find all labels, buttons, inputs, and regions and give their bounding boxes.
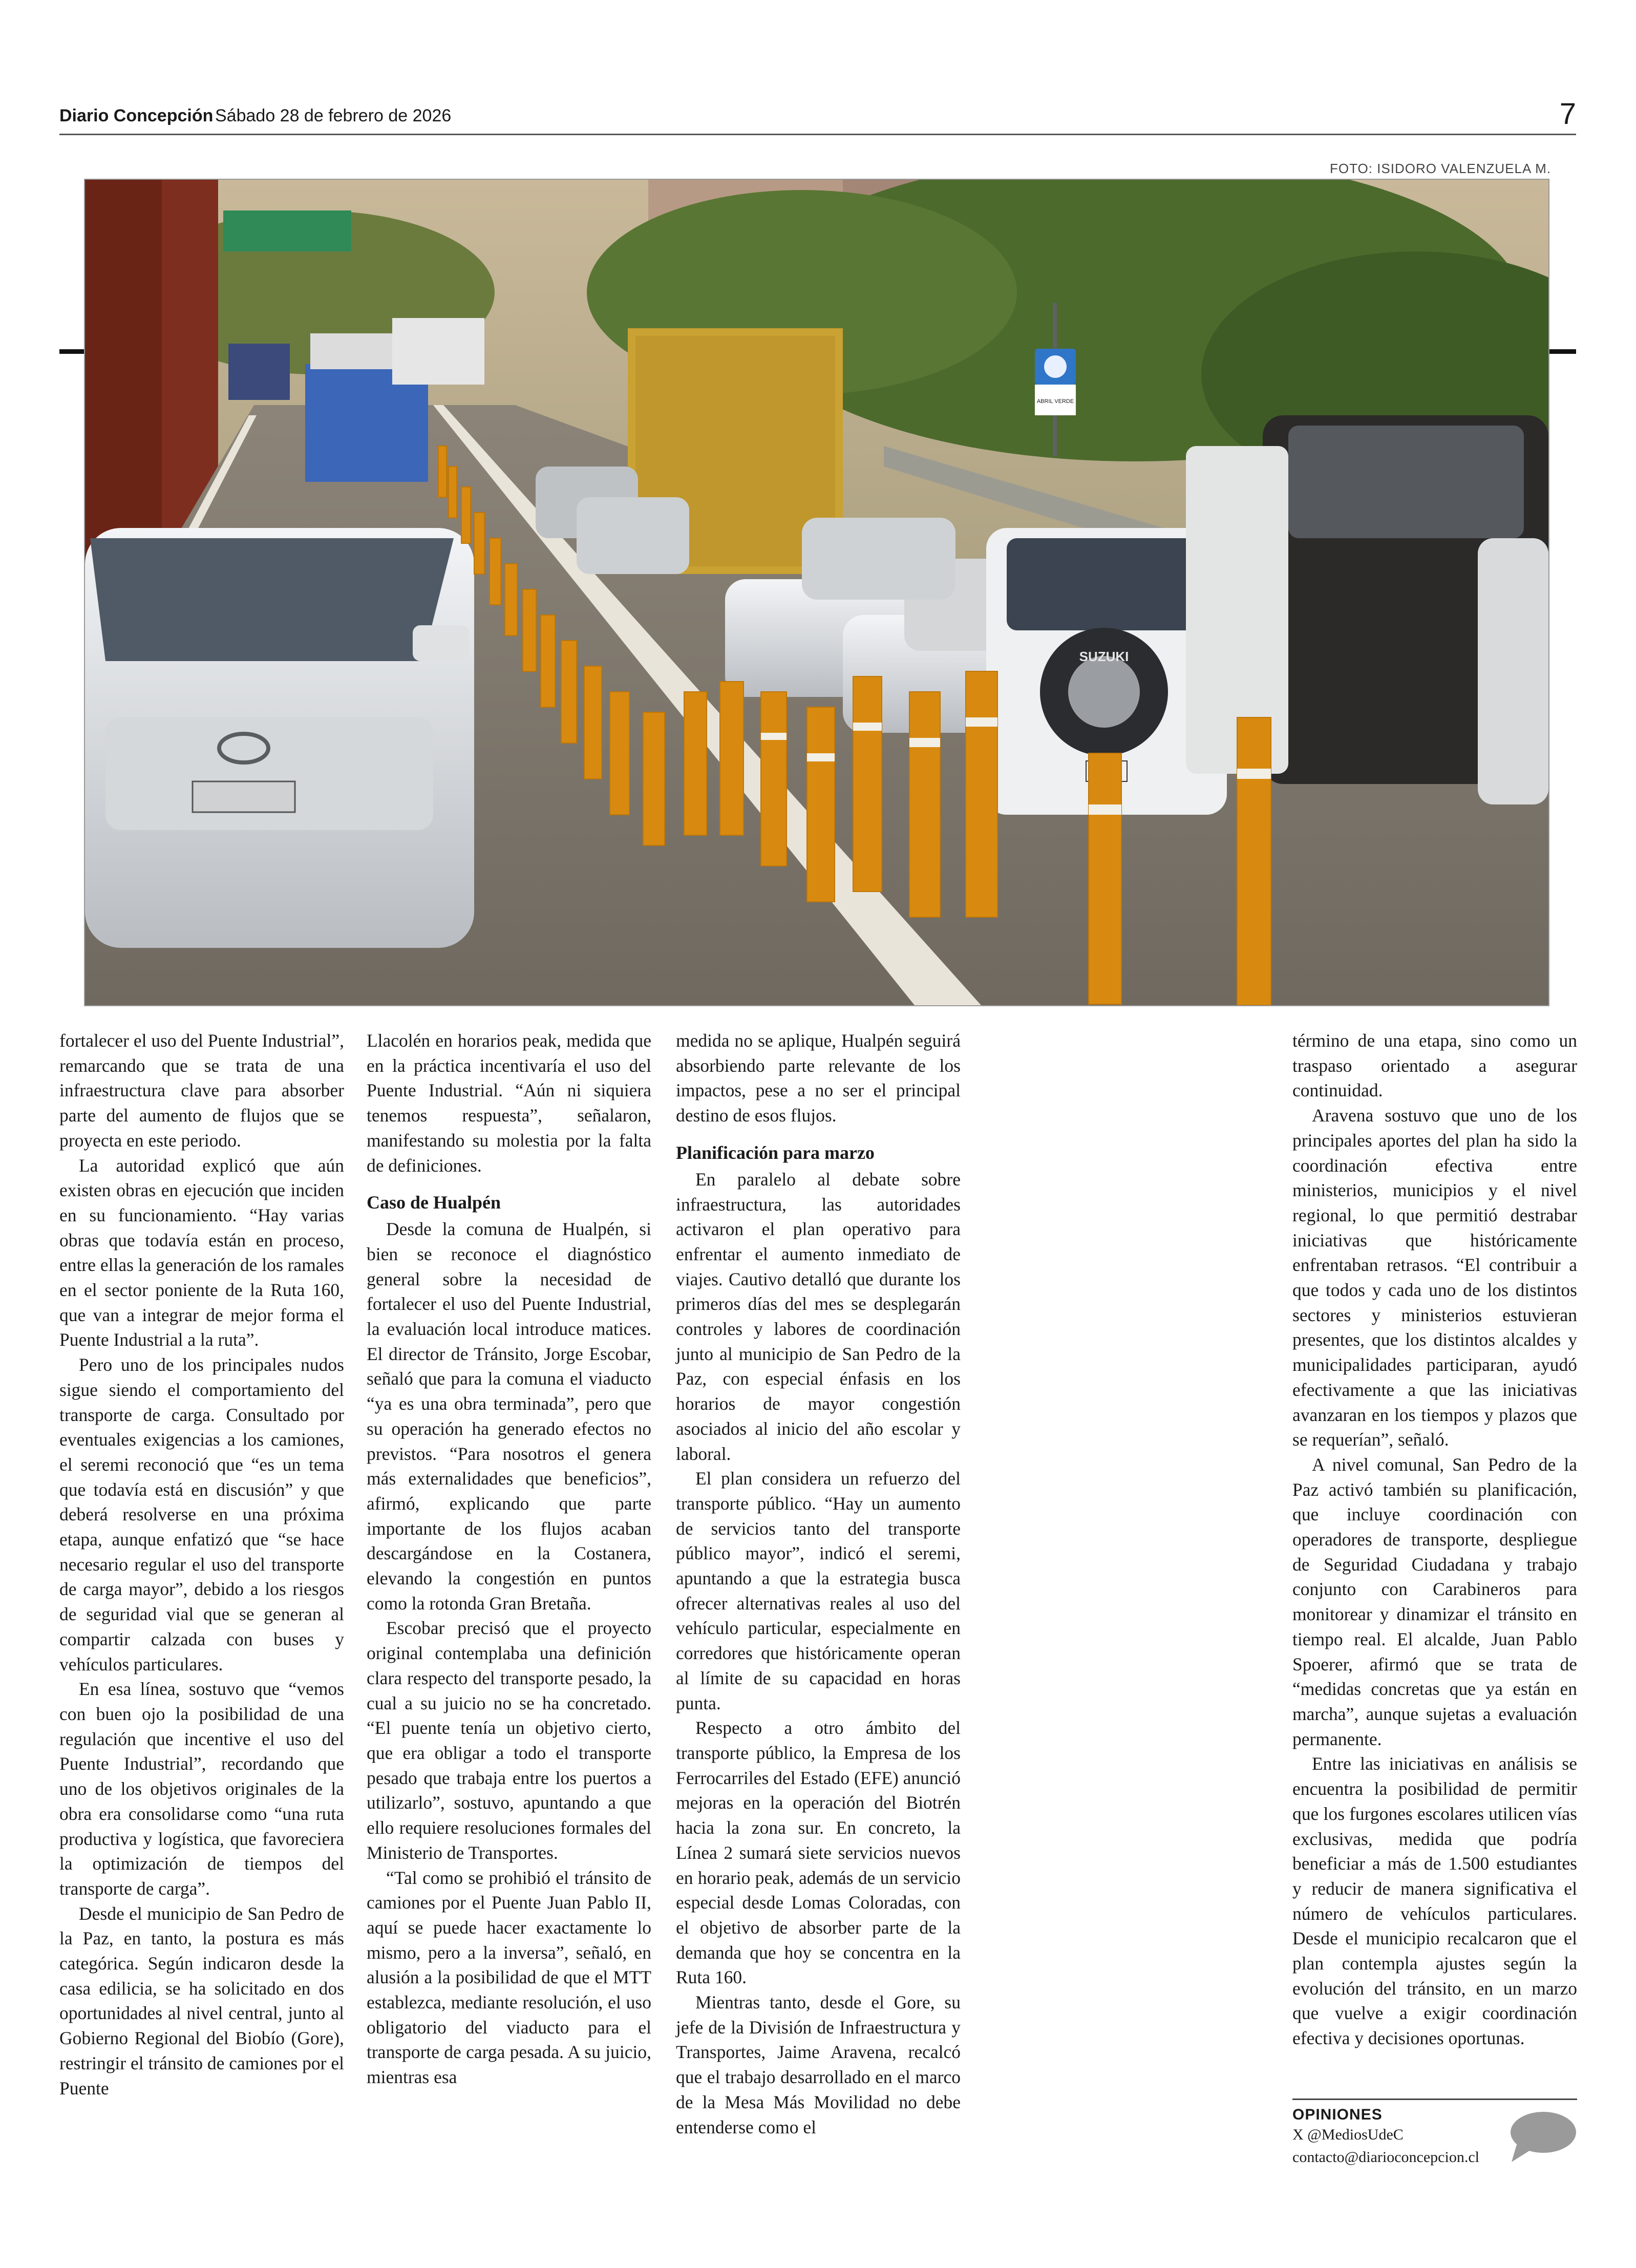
paragraph: El plan considera un refuerzo del transporte público. “Hay un aumento de servicios tanto del transporte público mayor”, indicó el seremi, apuntando a que la estrategia busca ofrecer alternativas reales al uso del vehículo particular, especialmente en corredores que históricamente operan al límite de su capacidad en horas punta. [676, 1468, 961, 1713]
paragraph: Escobar precisó que el proyecto original contemplaba una definición clara respecto del transporte pesado, la cual a su juicio no se ha concretado. “El puente tenía un objetivo cierto, que era obligar a todo el transporte pesado que trabaja entre los puertos a utilizarlo”, sostuvo, apuntando a que ello requiere resoluciones formales del Ministerio de Transportes. [367, 1618, 651, 1863]
paragraph: En paralelo al debate sobre infraestructura, las autoridades activaron el plan operativo para enfrentar el aumento inmediato de viajes. Cautivo detalló que durante los primeros días del mes se desplegarán controles y labores de coordinación junto al municipio de San Pedro de la Paz, con especial énfasis en los horarios de mayor congestión asociados al inicio del año escolar y laboral. [676, 1169, 961, 1464]
paragraph: Pero uno de los principales nudos sigue siendo el comportamiento del transporte de carga. Consultado por eventuales exigencias a los camiones, el seremi reconoció que “es un tema que todavía está en discusión” y que deberá resolverse en una próxima etapa, aunque enfatizó que “se hace necesario regular el uso del transporte de carga mayor”, debido a los riesgos de seguridad vial que se generan al compartir calzada con buses y vehículos particulares. [59, 1354, 344, 1674]
paragraph: Llacolén en horarios peak, medida que en la práctica incentivaría el uso del Puente Industrial. “Aún ni siquiera tenemos respuesta”, señalaron, manifestando su molestia por la falta de definiciones. [367, 1030, 651, 1176]
road-sign: ABRIL VERDE [1036, 398, 1074, 405]
opinions-email[interactable]: contacto@diarioconcepcion.cl [1292, 2149, 1479, 2166]
article-column-4 [1292, 1028, 1577, 2051]
newspaper-name: Diario Concepción [59, 106, 214, 125]
article-column-3 [676, 1028, 961, 2139]
opinions-box [1292, 2099, 1577, 2169]
page-header [59, 97, 1576, 137]
issue-date: Sábado 28 de febrero de 2026 [215, 106, 452, 125]
paragraph: Desde el municipio de San Pedro de la Paz, en tanto, la postura es más categórica. Según indicaron desde la casa edilicia, se ha solicitado en dos oportunidades al nivel central, junto al Gobierno Regional del Biobío (Gore), restringir el tránsito de camiones por el Puente [59, 1903, 344, 2099]
page-number: 7 [1559, 97, 1576, 131]
paragraph: Mientras tanto, desde el Gore, su jefe de la División de Infraestructura y Transportes, Jaime Aravena, recalcó que el trabajo desarrollado en el marco de la Mesa Más Movilidad no debe entenderse como el [676, 1992, 961, 2137]
paragraph: Entre las iniciativas en análisis se encuentra la posibilidad de permitir que los furgones escolares utilicen vías exclusivas, medida que podría beneficiar a más de 1.500 estudiantes y reducir de manera significativa el número de vehículos particulares. Desde el municipio recalcaron que el plan contempla ajustes según la evolución del tránsito, en un marzo que vuelve a exigir coordinación efectiva y decisiones oportunas. [1292, 1753, 1577, 2049]
header-rule [59, 134, 1576, 135]
suzuki-badge: SUZUKI [1079, 649, 1129, 664]
opinions-x-handle[interactable]: X @MediosUdeC [1292, 2126, 1404, 2143]
subheading: Planificación para marzo [676, 1142, 875, 1163]
article-column-2 [367, 1028, 651, 2090]
paragraph: En esa línea, sostuvo que “vemos con buen ojo la posibilidad de una regulación que incentive el uso del Puente Industrial”, recordando que uno de los objetivos originales de la obra era consolidarse como “una ruta productiva y logística, que favoreciera la optimización de tiempos del transporte de carga”. [59, 1679, 344, 1899]
photo-credit: FOTO: ISIDORO VALENZUELA M. [1329, 161, 1551, 176]
paragraph: Respecto a otro ámbito del transporte público, la Empresa de los Ferrocarriles del Estado (EFE) anunció mejoras en la operación del Biotrén hacia la zona sur. En concreto, la Línea 2 sumará siete servicios nuevos en horario peak, además de un servicio especial desde Lomas Coloradas, con el objetivo de absorber parte de la demanda que hoy se concentra en la Ruta 160. [676, 1718, 961, 1988]
paragraph: Aravena sostuvo que uno de los principales aportes del plan ha sido la coordinación efectiva entre ministerios, municipios y el nivel regional, lo que permitió destrabar iniciativas que históricamente enfrentaban retrasos. “El contribuir a que todos y cada uno de los distintos sectores y ministerios estuvieran presentes, que los distintos alcaldes y municipalidades participaran, ayudó efectivamente a que las iniciativas avanzaran en los tiempos y plazos que se requerían”, señaló. [1292, 1105, 1577, 1450]
paragraph: medida no se aplique, Hualpén seguirá absorbiendo parte relevante de los impactos, pese a no ser el principal destino de esos flujos. [676, 1030, 961, 1126]
paragraph: “Tal como se prohibió el tránsito de camiones por el Puente Juan Pablo II, aquí se puede hacer exactamente lo mismo, pero a la inversa”, señaló, en alusión a la posibilidad de que el MTT establezca, mediante resolución, el uso obligatorio del viaducto para el transporte de carga pesada. A su juicio, mientras esa [367, 1867, 651, 2088]
paragraph: término de una etapa, sino como un traspaso orientado a asegurar continuidad. [1292, 1030, 1577, 1101]
subheading: Caso de Hualpén [367, 1192, 501, 1213]
opinions-rule [1292, 2099, 1577, 2100]
speech-bubble-icon [1506, 2109, 1577, 2165]
paragraph: fortalecer el uso del Puente Industrial”, remarcando que se trata de una infraestructura clave para absorber parte del aumento de flujos que se proyecta en este periodo. [59, 1030, 344, 1151]
paragraph: Desde la comuna de Hualpén, si bien se reconoce el diagnóstico general sobre la necesidad de fortalecer el uso del Puente Industrial, la evaluación local introduce matices. El director de Tránsito, Jorge Escobar, señaló que para la comuna el viaducto “ya es una obra terminada”, pero que su operación ha generado efectos no previstos. “Para nosotros el genera más externalidades que beneficios”, afirmó, explicando que parte importante de los flujos acaban descargándose en la Costanera, elevando la congestión en puntos como la rotonda Gran Bretaña. [367, 1219, 651, 1614]
paragraph: La autoridad explicó que aún existen obras en ejecución que inciden en su funcionamiento. “Hay varias obras que todavía están en proceso, entre ellas la generación de los ramales en el sector poniente de la Ruta 160, que van a integrar de mejor forma el Puente Industrial a la ruta”. [59, 1155, 344, 1350]
article-column-1 [59, 1028, 344, 2101]
traffic-photo [84, 179, 1549, 1006]
right-section-tab [1549, 349, 1576, 354]
opinions-title: OPINIONES [1292, 2106, 1383, 2123]
paragraph: A nivel comunal, San Pedro de la Paz activó también su planificación, que incluye coordinación con operadores de transporte, despliegue de Seguridad Ciudadana y trabajo conjunto con Carabineros para monitorear y dinamizar el tránsito en tiempo real. El alcalde, Juan Pablo Spoerer, afirmó que se trata de “medidas concretas que ya están en marcha”, aunque sujetas a evaluación permanente. [1292, 1454, 1577, 1749]
left-section-tab [59, 349, 84, 354]
